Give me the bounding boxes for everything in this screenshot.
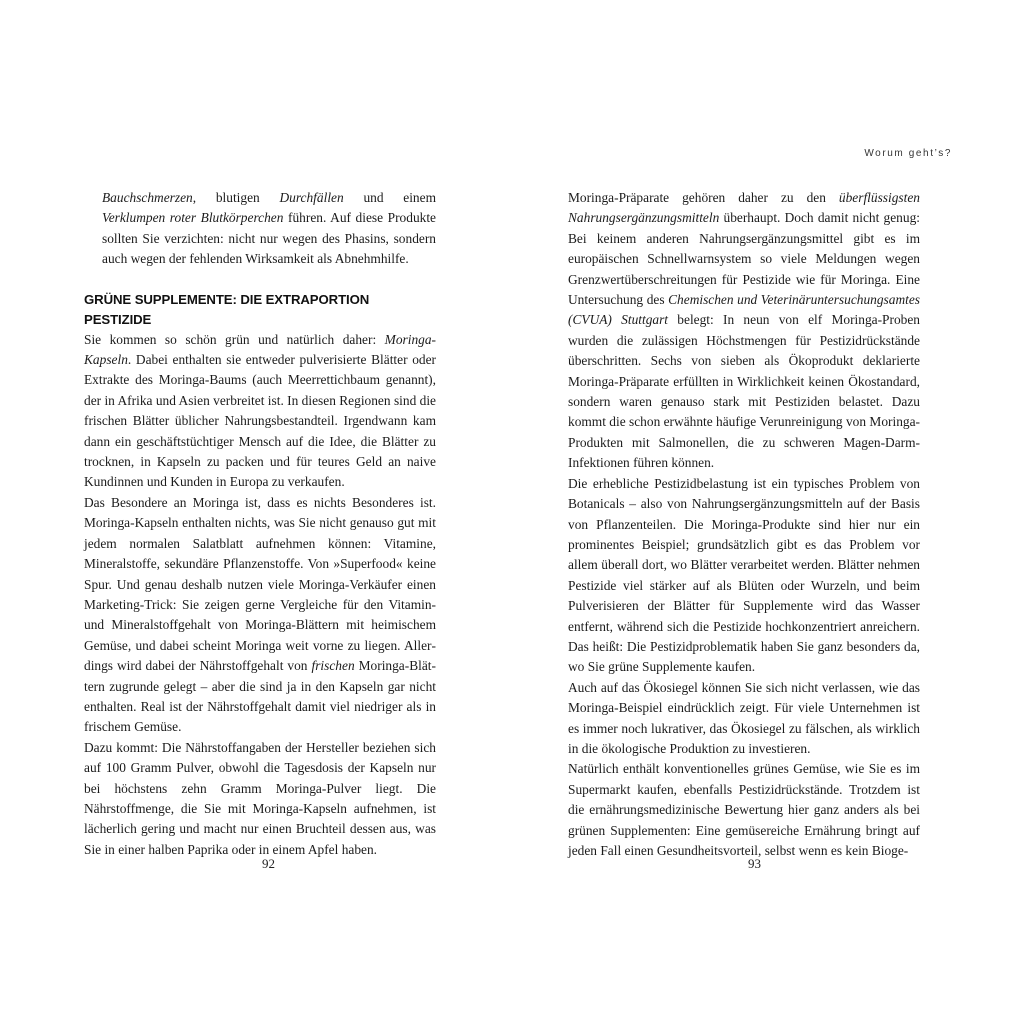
italic-run: frischen [311,658,355,674]
text-run: Moringa-Präparate gehören daher zu den [568,190,839,205]
body-paragraph-6 [568,678,920,760]
italic-run: überflüssigsten Nahrungsergänzungsmitteln [568,190,920,226]
text-run: und einem [343,190,436,205]
text-run: Dazu kommt: Die Nährstoffangaben der Hersteller beziehen sich auf 100 Gramm Pulver, obwohl die Tagesdosis der Kapseln nur bei höchstens zehn Gramm Moringa-Pulver liegt. Die Nährstoffmenge, die Sie mit Moringa-Kapseln aufnehmen, ist lächerlich gering und macht nur einen Bruchteil dessen aus, was Sie in einer halben Paprika oder in einem Apfel haben. [84,739,436,857]
section-heading: GRÜNE SUPPLEMENTE: DIE EXTRAPORTION PESTIZIDE [84,291,370,327]
text-run: überhaupt. Doch damit nicht genug: Bei keinem anderen Nahrungsergänzungsmittel gibt es im europäischen Schnellwarnsystem so viele Meldungen wegen Grenzwertüberschreitungen für Pestizide wie für Moringa. Eine Untersuchung des [568,210,920,308]
body-paragraph-4 [568,188,920,474]
text-run: Sie kommen so schön grün und natürlich daher: [84,331,385,347]
running-head: Worum geht’s? [864,148,952,159]
body-paragraph-7 [568,759,920,861]
body-paragraph-2 [84,493,436,738]
text-run: Das Besondere an Moringa ist, dass es nichts Besonderes ist. Moringa-Kapseln enthalten nichts, was Sie nicht genauso gut mit jedem normalen Salatblatt aufnehmen können: Vitamine, Mineralstoffe, sekundäre Pflanzenstoffe. Von »Superfood« keine Spur. Und genau deshalb nutzen viele Moringa-Verkäufer einen Marketing-Trick: Sie zeigen gerne Vergleiche für den Vitamin- und Mineralstoffgehalt von Moringa-Blättern mit heimischem Gemüse, und dabei scheint Moringa weit vorne zu liegen. Allerdings wird dabei der Nährstoffgehalt von [84,494,436,674]
text-run: . Dabei enthalten sie entweder pulverisierte Blätter oder Extrakte des Moringa-Baums (auch Meerrettichbaum genannt), der in Afrika und Asien verbreitet ist. In diesen Regionen sind die frischen Blätter üblicher Nahrungsbestandteil. Irgendwann kam dann ein geschäftstüchtiger Mensch auf die Idee, die Blätter zu trocknen, in Kapseln zu packen und für teures Geld an naive Kundinnen und Kunden in Europa zu verkaufen. [84,352,436,490]
text-run: belegt: In neun von elf Moringa-Proben wurden die zulässigen Höchstmengen für Pestizidrückstände überschritten. Sechs von sieben als Ökoprodukt deklarierte Moringa-Präparate erfüllten in Wirklichkeit keinen Ökostandard, sondern waren genauso stark mit Pestiziden belastet. Dazu kommt die schon erwähnte häufige Verunreinigung von Moringa-Produkten mit Salmonellen, die zu schweren Magen-Darm-Infektionen führen können. [568,312,920,471]
body-paragraph-5 [568,474,920,678]
italic-run: Moringa-Kapseln [84,331,436,368]
right-page [512,0,1024,1024]
page-number-right: 93 [748,856,761,871]
body-paragraph-3 [84,738,436,860]
text-run: führen. Auf diese Produkte sollten Sie verzichten: nicht nur wegen des Phasins, sondern auch wegen der fehlenden Wirksamkeit als Abnehmhilfe. [102,210,436,267]
italic-run: Chemischen und Veterinäruntersuchungsamtes (CVUA) Stuttgart [568,292,920,328]
body-paragraph-1 [84,330,436,493]
italic-run: Durchfällen [279,190,344,205]
continued-paragraph [84,188,436,270]
left-text-column [84,188,436,860]
text-run: Die erhebliche Pestizidbelastung ist ein typisches Problem von Botanicals – also von Nahrungsergänzungsmitteln auf der Basis von Pflanzenteilen. Die Moringa-Produkte sind hier nur ein prominentes Beispiel; grundsätzlich gibt es das Problem vor allem überall dort, wo Blätter verarbeitet werden. Blätter nehmen Pestizide viel stärker auf als Blüten oder Wurzeln, und beim Pulverisieren der Blätter für Supplemente wird das Wasser entfernt, während sich die Pestizide hochkonzentriert anreichern. Das heißt: Die Pestizidproblematik haben Sie ganz besonders da, wo Sie grüne Supplemente kaufen. [568,475,920,675]
right-text-column [568,188,920,861]
text-run: Natürlich enthält konventionelles grünes Gemüse, wie Sie es im Supermarkt kaufen, ebenfalls Pestizidrückstände. Trotzdem ist die ernährungsmedizinische Bewertung hier ganz anders als bei grünen Supplementen: Eine gemüsereiche Ernährung bringt auf jeden Fall einen Gesundheitsvorteil, selbst wenn es kein Bioge- [568,761,920,858]
text-run: , blutigen [192,190,280,205]
italic-run: Bauchschmerzen [102,190,193,205]
page-number-left: 92 [262,856,275,871]
text-run: Auch auf das Ökosiegel können Sie sich nicht verlassen, wie das Moringa-Beispiel eindrücklich zeigt. Für viele Unternehmen ist es immer noch lukrativer, das Ökosiegel zu fälschen, als wirklich in die ökologische Produktion zu investieren. [568,679,920,756]
italic-run: Verklumpen roter Blutkörperchen [102,210,284,226]
text-run: Moringa-Blättern zugrunde gelegt – aber die sind ja in den Kapseln gar nicht enthalten. Real ist der Nährstoffgehalt damit viel niedriger als in frischem Gemüse. [84,658,436,735]
